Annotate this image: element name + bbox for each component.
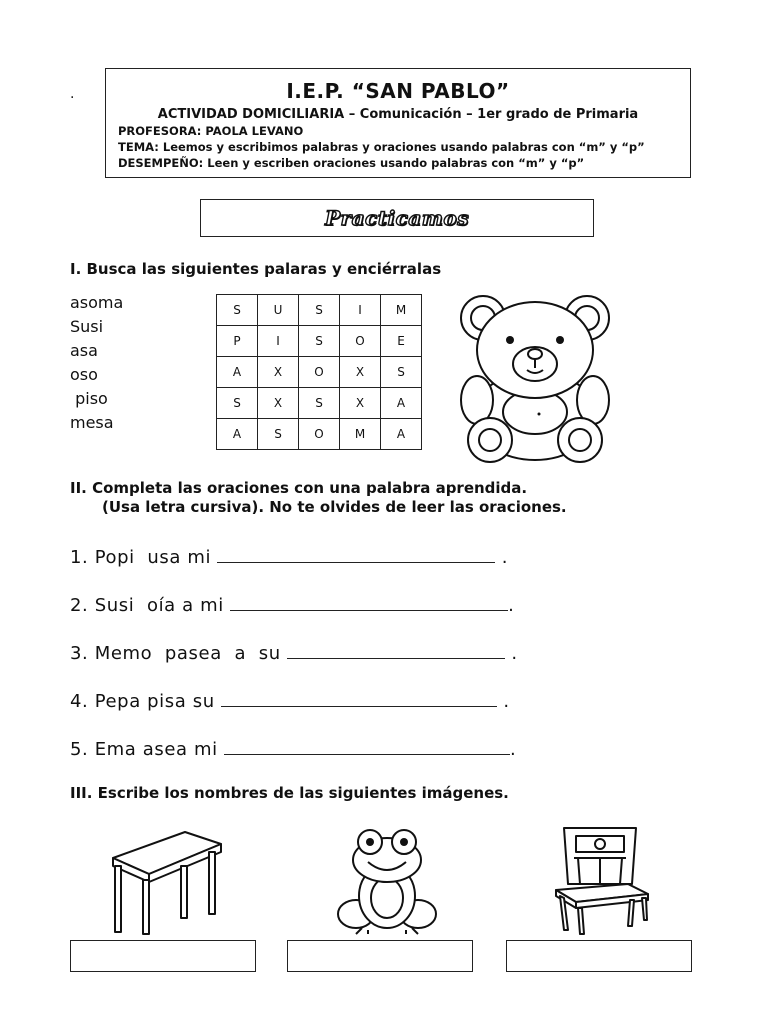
sentence-2 [70, 592, 514, 616]
answer-box-chair[interactable] [506, 940, 692, 972]
grid-cell[interactable]: M [381, 295, 422, 326]
sentence-end: . [508, 595, 515, 616]
sentence-text: 1. Popi usa mi [70, 547, 218, 568]
activity-title: ACTIVIDAD DOMICILIARIA – Comunicación – 1er grado de Primaria [157, 107, 639, 122]
grid-cell[interactable]: A [217, 357, 258, 388]
answer-blank[interactable] [287, 640, 505, 659]
grid-cell[interactable]: O [299, 419, 340, 450]
grid-cell[interactable]: S [258, 419, 299, 450]
grid-cell[interactable]: P [217, 326, 258, 357]
practice-title: Practicamos [325, 206, 469, 230]
word-item: mesa [70, 413, 114, 432]
grid-cell[interactable]: S [381, 357, 422, 388]
sentence-text: 4. Pepa pisa su [70, 691, 222, 712]
word-search-grid [216, 294, 422, 450]
word-list [70, 291, 123, 435]
performance-line: DESEMPEÑO: Leen y escriben oraciones usando palabras con “m” y “p” [118, 156, 585, 170]
grid-cell[interactable]: I [340, 295, 381, 326]
frog-icon [332, 826, 442, 936]
grid-cell[interactable]: X [340, 388, 381, 419]
teacher-line: PROFESORA: PAOLA LEVANO [118, 124, 304, 138]
word-item: oso [70, 365, 98, 384]
word-item: asoma [70, 293, 124, 312]
word-item: asa [70, 341, 98, 360]
sentence-text: 2. Susi oía a mi [70, 595, 231, 616]
grid-cell[interactable]: U [258, 295, 299, 326]
section3-instruction: III. Escribe los nombres de las siguientes imágenes. [70, 784, 509, 802]
grid-cell[interactable]: O [340, 326, 381, 357]
grid-cell[interactable]: X [258, 357, 299, 388]
answer-blank[interactable] [224, 736, 510, 755]
sentence-4 [70, 688, 510, 712]
chair-icon [552, 824, 652, 936]
sentence-end: . [495, 547, 509, 568]
sentence-text: 5. Ema asea mi [70, 739, 225, 760]
grid-cell[interactable]: A [381, 419, 422, 450]
stray-dot: . [70, 86, 75, 102]
answer-blank[interactable] [217, 544, 495, 563]
answer-blank[interactable] [230, 592, 508, 611]
teddy-bear-icon [455, 288, 615, 468]
section2-instruction-note: (Usa letra cursiva). No te olvides de leer las oraciones. [102, 498, 567, 516]
grid-cell[interactable]: S [217, 295, 258, 326]
sentence-end: . [505, 643, 518, 664]
answer-blank[interactable] [221, 688, 497, 707]
grid-cell[interactable]: X [340, 357, 381, 388]
header-box [105, 68, 691, 178]
sentence-end: . [497, 691, 510, 712]
section2-instruction: II. Completa las oraciones con una palabra aprendida. [70, 479, 528, 497]
grid-cell[interactable]: S [299, 295, 340, 326]
school-name: I.E.P. “SAN PABLO” [286, 79, 510, 103]
topic-line: TEMA: Leemos y escribimos palabras y oraciones usando palabras con “m” y “p” [118, 140, 645, 154]
answer-box-frog[interactable] [287, 940, 473, 972]
grid-cell[interactable]: O [299, 357, 340, 388]
sentence-5 [70, 736, 516, 760]
word-item: piso [70, 389, 108, 408]
sentence-text: 3. Memo pasea a su [70, 643, 288, 664]
grid-cell[interactable]: S [299, 326, 340, 357]
table-icon [105, 828, 225, 936]
grid-cell[interactable]: A [381, 388, 422, 419]
practice-title-box [200, 199, 594, 237]
word-item: Susi [70, 317, 104, 336]
grid-cell[interactable]: S [217, 388, 258, 419]
grid-cell[interactable]: A [217, 419, 258, 450]
grid-cell[interactable]: X [258, 388, 299, 419]
section1-instruction: I. Busca las siguientes palaras y enciérralas [70, 260, 442, 278]
grid-cell[interactable]: M [340, 419, 381, 450]
sentence-end: . [510, 739, 517, 760]
sentence-3 [70, 640, 518, 664]
grid-cell[interactable]: E [381, 326, 422, 357]
answer-box-table[interactable] [70, 940, 256, 972]
grid-cell[interactable]: I [258, 326, 299, 357]
grid-cell[interactable]: S [299, 388, 340, 419]
sentence-1 [70, 544, 508, 568]
